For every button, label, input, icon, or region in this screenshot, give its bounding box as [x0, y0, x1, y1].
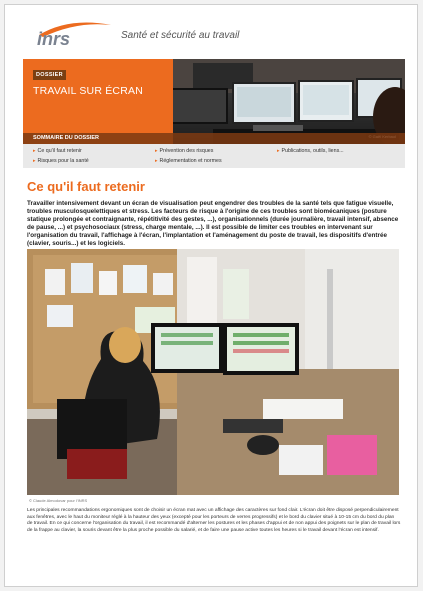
arrow-icon: ▸	[155, 148, 158, 154]
sommaire-link-retenir[interactable]: ▸ Ce qu'il faut retenir	[33, 148, 82, 154]
inrs-logo[interactable]	[29, 19, 119, 47]
sommaire-link-reglementation[interactable]: ▸ Réglementation et normes	[155, 158, 222, 164]
sommaire-link-risques[interactable]: ▸ Risques pour la santé	[33, 158, 89, 164]
dossier-banner	[23, 59, 405, 144]
dossier-tag: DOSSIER	[33, 70, 66, 80]
article-body: Les principales recommandations ergonomiques sont de choisir un écran mat avec un affichage des caractères sur fond clair. L'écran doit être disposé perpendiculairement aux fenêtres, avec le haut du moniteur réglé à la hauteur des yeux (excepté pour les porteurs de verres progressifs) et le bord du clavier situé à 10-15 cm du bord du plan de travail. En ce qui concerne l'organisation du travail, il est recommandé d'alterner les postures et les phases d'appui et de non appui des poignets sur le plan de travail lors de la frappe au clavier, la souris devant être la plus proche possible du salarié, et de faire une pause active toutes les heures si le travail devant l'écran est intensif.	[27, 508, 401, 533]
banner-photo-illustration	[153, 59, 405, 144]
svg-text:inrs: inrs	[37, 29, 71, 47]
workstation-photo-illustration	[27, 249, 399, 495]
sommaire-link-prevention[interactable]: ▸ Prévention des risques	[155, 148, 214, 154]
document-page	[4, 4, 418, 587]
sommaire-links	[23, 144, 405, 168]
arrow-icon: ▸	[277, 148, 280, 154]
sommaire-link-publications[interactable]: ▸ Publications, outils, liens...	[277, 148, 344, 154]
arrow-icon: ▸	[33, 158, 36, 164]
banner-orange-panel	[23, 59, 173, 144]
inrs-logo-graphic	[29, 19, 119, 47]
workstation-photo	[27, 249, 399, 495]
article-title: Ce qu'il faut retenir	[27, 179, 145, 194]
dossier-title: TRAVAIL SUR ÉCRAN	[33, 85, 143, 97]
sommaire-label: SOMMAIRE DU DOSSIER	[33, 135, 100, 141]
article-intro: Travailler intensivement devant un écran de visualisation peut engendrer des troubles de la santé tels que fatigue visuelle, troubles musculosquelettiques et stress. Les facteurs de risque à l'origine de ces troubles sont biomécaniques (posture statique prolongée et contraignante, répétitivité des gestes, ...), organisationnels (durée journalière, travail intensif, absence de pause, ...) et psychosociaux (stress, charge mentale, ...). Il est possible de limiter ces troubles en intervenant sur l'organisation du travail, l'affichage à l'écran, l'implantation et l'aménagement du poste de travail, les dispositifs d'entrée (clavier, souris...) et les logiciels.	[27, 200, 399, 247]
office-photo-banner	[153, 59, 405, 144]
site-tagline: Santé et sécurité au travail	[121, 30, 240, 41]
arrow-icon: ▸	[155, 158, 158, 164]
arrow-icon: ▸	[33, 148, 36, 154]
sommaire-bar	[23, 133, 405, 144]
photo-caption: © Claude Almodovar pour l'INRS	[29, 498, 88, 503]
